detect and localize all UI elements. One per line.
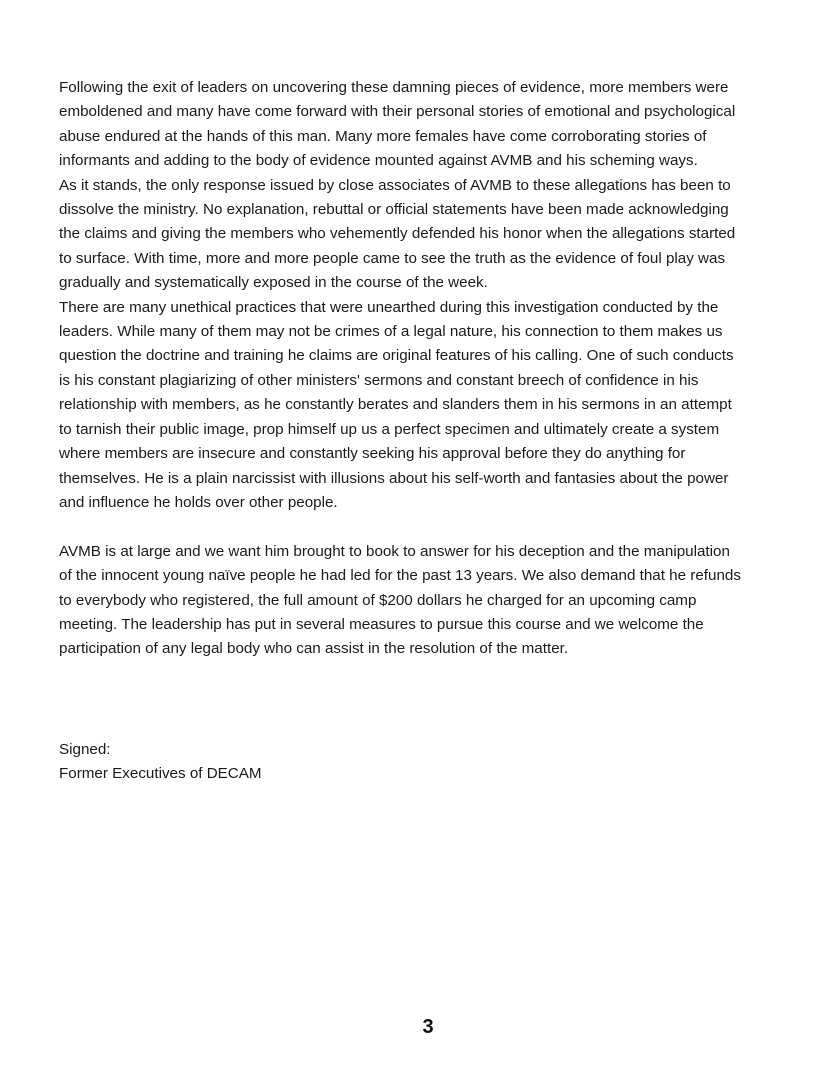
paragraph-response-issued: As it stands, the only response issued by close associates of AVMB to these allegations has been to dissolve the ministry. No explanation, rebuttal or official statements have been made acknowledging the claims and giving the members who vehemently defended his honor when the allegations started to surface. With time, more and more people came to see the truth as the evidence of foul play was gradually and systematically exposed in the course of the week. [59,176,736,292]
signatory-name: Former Executives of DECAM [59,765,262,783]
paragraph-demands: AVMB is at large and we want him brought to book to answer for his deception and the manipulation of the innocent young naïve people he had led for the past 13 years. We also demand that he refunds to everybody who registered, the full amount of $200 dollars he charged for an upcoming camp meeting. The leadership has put in several measures to pursue this course and we welcome the participation of any legal body who can assist in the resolution of the matter. [59,542,741,658]
paragraph-exit-of-leaders: Following the exit of leaders on uncovering these damning pieces of evidence, more members were emboldened and many have come forward with their personal stories of emotional and psychological abuse endured at the hands of this man. Many more females have come corroborating stories of informants and adding to the body of evidence mounted against AVMB and his scheming ways. [59,79,736,170]
paragraph-spacer [59,515,794,539]
paragraph-unethical-practices: There are many unethical practices that were unearthed during this investigation conducted by the leaders. While many of them may not be crimes of a legal nature, his connection to them makes us question the doctrine and training he claims are original features of his calling. One of such conducts is his constant plagiarizing of other ministers' sermons and constant breech of confidence in his relationship with members, as he constantly berates and slanders them in his sermons in an attempt to tarnish their public image, prop himself up us a perfect specimen and ultimately create a system where members are insecure and constantly seeking his approval before they do anything for themselves. He is a plain narcissist with illusions about his self-worth and fantasies about the power and influence he holds over other people. [59,298,734,511]
document-body [59,76,794,662]
page-number: 3 [422,1016,434,1038]
signed-label: Signed: [59,741,111,758]
signature-block [59,738,559,787]
